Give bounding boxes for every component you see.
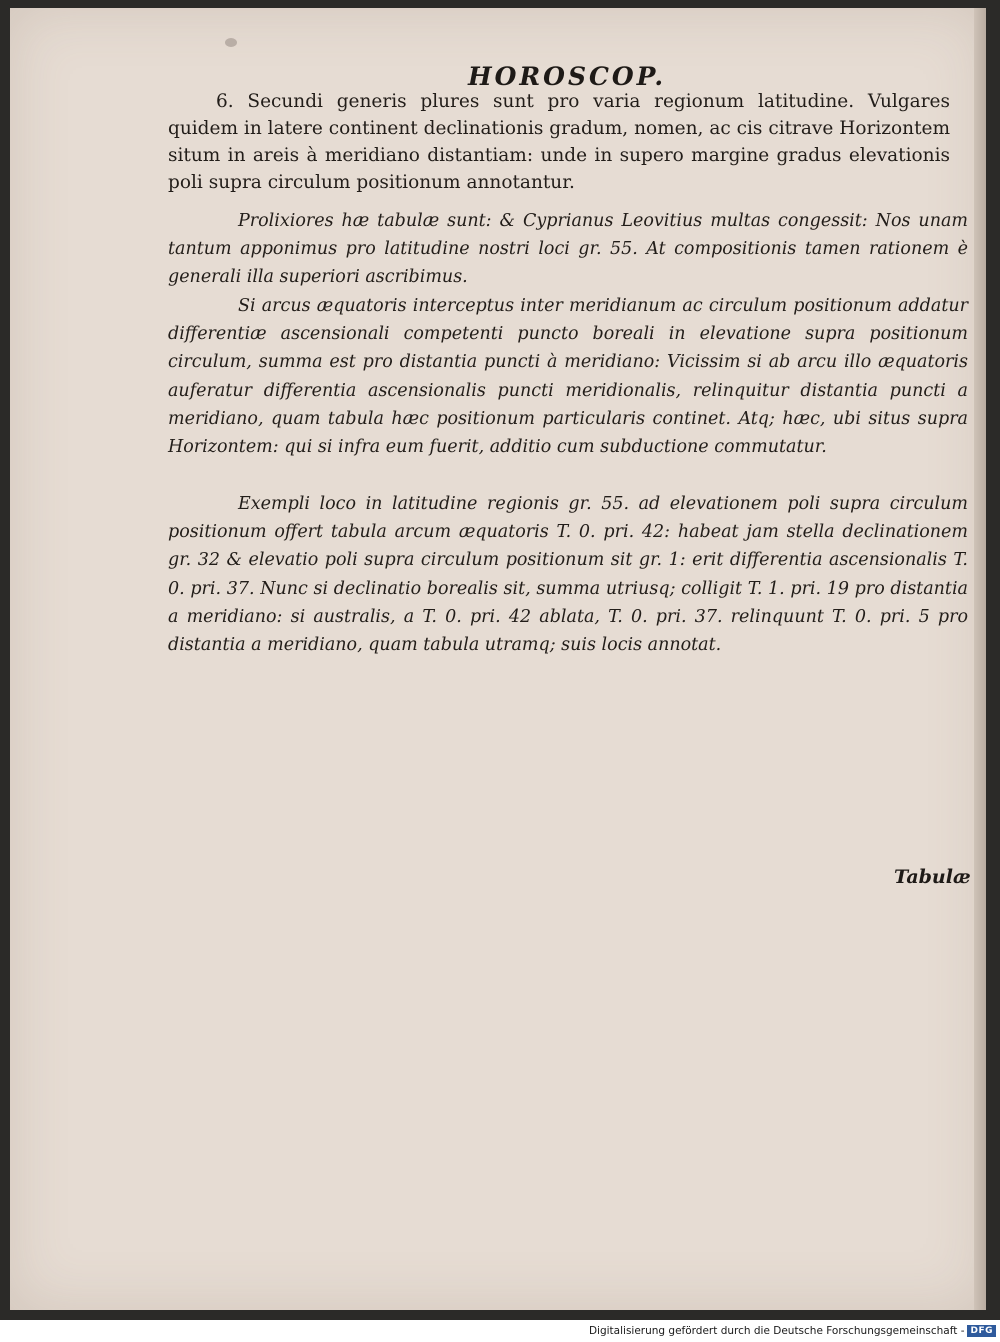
funding-credit: Digitalisierung gefördert durch die Deutsche Forschungsgemeinschaft - — [588, 1325, 965, 1337]
running-head: HOROSCOP. — [468, 62, 667, 91]
page-edge — [974, 8, 986, 1310]
paragraph-2: Prolixiores hæ tabulæ sunt: & Cyprianus Leovitius multas congessit: Nos unam tantum apponimus pro latitudine nostri loci gr. 55. At compositionis tamen rationem è generali illa superiori ascribimus. — [168, 211, 968, 288]
digitization-footer — [589, 1325, 996, 1337]
paragraph-4: Exempli loco in latitudine regionis gr. 55. ad elevationem poli supra circulum positionum offert tabula arcum æquatoris T. 0. pri. 42: habeat jam stella declinationem gr. 32 & elevatio poli supra circulum positionum sit gr. 1: erit differentia ascensionalis T. 0. pri. 37. Nunc si declinatio borealis sit, summa utriusq; colligit T. 1. pri. 19 pro distantia a meridiano: si australis, a T. 0. pri. 42 ablata, T. 0. pri. 37. relinquunt T. 0. pri. 5 pro distantia a meridiano, quam tabula utramq; suis locis annotat. — [168, 494, 968, 656]
book-page — [10, 8, 986, 1310]
dfg-logo: DFG — [967, 1325, 996, 1337]
paper-stain — [225, 38, 237, 47]
paragraph-3: Si arcus æquatoris interceptus inter meridianum ac circulum positionum addatur differentiæ ascensionali competenti puncto boreali in elevatione supra positionum circulum, summa est pro distantia puncti à meridiano: Vicissim si ab arcu illo æquatoris auferatur differentia ascensionalis puncti meridionalis, relinquitur distantia puncti a meridiano, quam tabula hæc positionum particularis continet. Atq; hæc, ubi situs supra Horizontem: qui si infra eum fuerit, additio cum subductione commutatur. — [168, 296, 968, 458]
catchword: Tabulæ — [894, 866, 971, 888]
paragraph-1: 6. Secundi generis plures sunt pro varia regionum latitudine. Vulgares quidem in latere continent declinationis gradum, nomen, ac cis citrave Horizontem situm in areis à meridiano distantiam: unde in supero margine gradus elevationis poli supra circulum positionum annotantur. — [168, 91, 950, 193]
